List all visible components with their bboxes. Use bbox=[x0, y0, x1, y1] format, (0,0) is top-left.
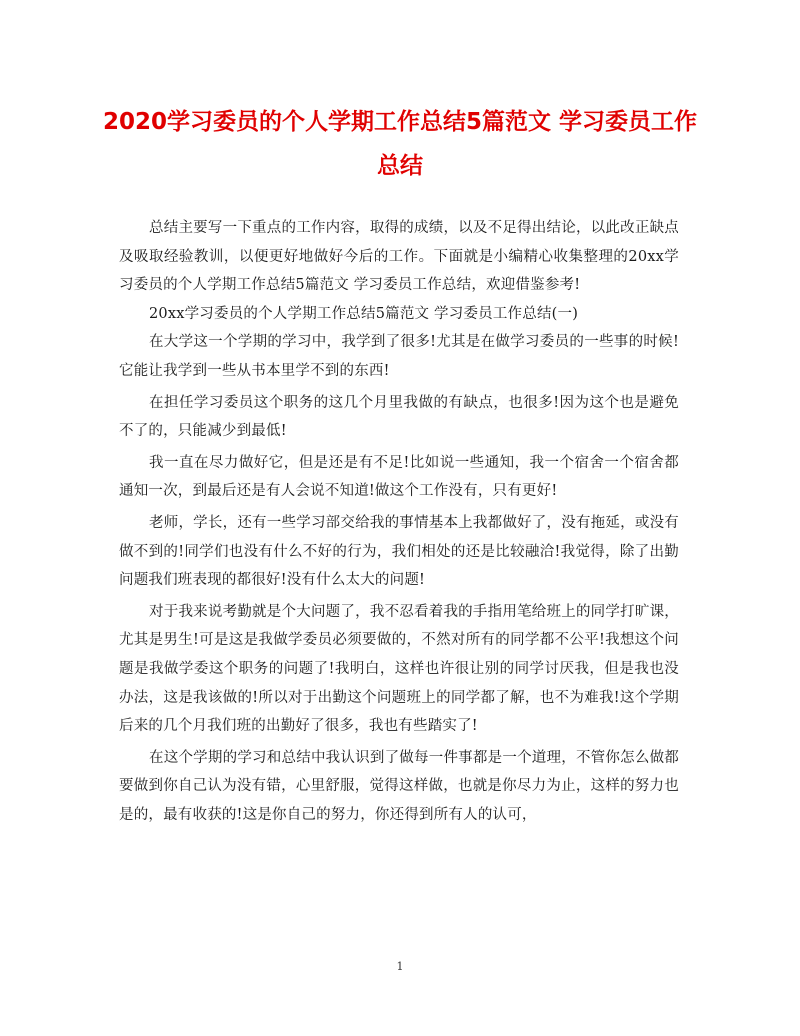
paragraph-intro: 总结主要写一下重点的工作内容，取得的成绩，以及不足得出结论，以此改正缺点及吸取经验教训，以便更好地做好今后的工作。下面就是小编精心收集整理的20xx学习委员的个人学期工作总结5篇范文 学习委员工作总结，欢迎借鉴参考! bbox=[119, 220, 679, 294]
paragraph-1: 在大学这一个学期的学习中，我学到了很多!尤其是在做学习委员的一些事的时候!它能让我学到一些从书本里学不到的东西! bbox=[119, 334, 679, 379]
paragraph-5: 对于我来说考勤就是个大问题了，我不忍看着我的手指用笔给班上的同学打旷课，尤其是男生!可是这是我做学委员必须要做的，不然对所有的同学都不公平!我想这个问题是我做学委这个职务的问题了!我明白，这样也许很让别的同学讨厌我，但是我也没办法，这是我该做的!所以对于出勤这个问题班上的同学都了解，也不为难我!这个学期后来的几个月我们班的出勤好了很多，我也有些踏实了! bbox=[119, 603, 679, 735]
document-body bbox=[119, 214, 679, 829]
paragraph-3: 我一直在尽力做好它，但是还是有不足!比如说一些通知，我一个宿舍一个宿舍都通知一次，到最后还是有人会说不知道!做这个工作没有，只有更好! bbox=[119, 454, 679, 500]
page-number: 1 bbox=[396, 960, 404, 973]
paragraph-4: 老师，学长，还有一些学习部交给我的事情基本上我都做好了，没有拖延，或没有做不到的!同学们也没有什么不好的行为，我们相处的还是比较融洽!我觉得，除了出勤问题我们班表现的都很好!没有什么太大的问题! bbox=[119, 514, 679, 589]
paragraph-subheading: 20xx学习委员的个人学期工作总结5篇范文 学习委员工作总结(一) bbox=[149, 305, 579, 322]
document-title: 2020学习委员的个人学期工作总结5篇范文 学习委员工作总结 bbox=[102, 109, 698, 179]
paragraph-6: 在这个学期的学习和总结中我认识到了做每一件事都是一个道理，不管你怎么做都要做到你自己认为没有错，心里舒服，觉得这样做，也就是你尽力为止，这样的努力也是的，最有收获的!这是你自己的努力，你还得到所有人的认可， bbox=[119, 749, 679, 823]
paragraph-2: 在担任学习委员这个职务的这几个月里我做的有缺点，也很多!因为这个也是避免不了的，只能减少到最低! bbox=[119, 394, 679, 440]
